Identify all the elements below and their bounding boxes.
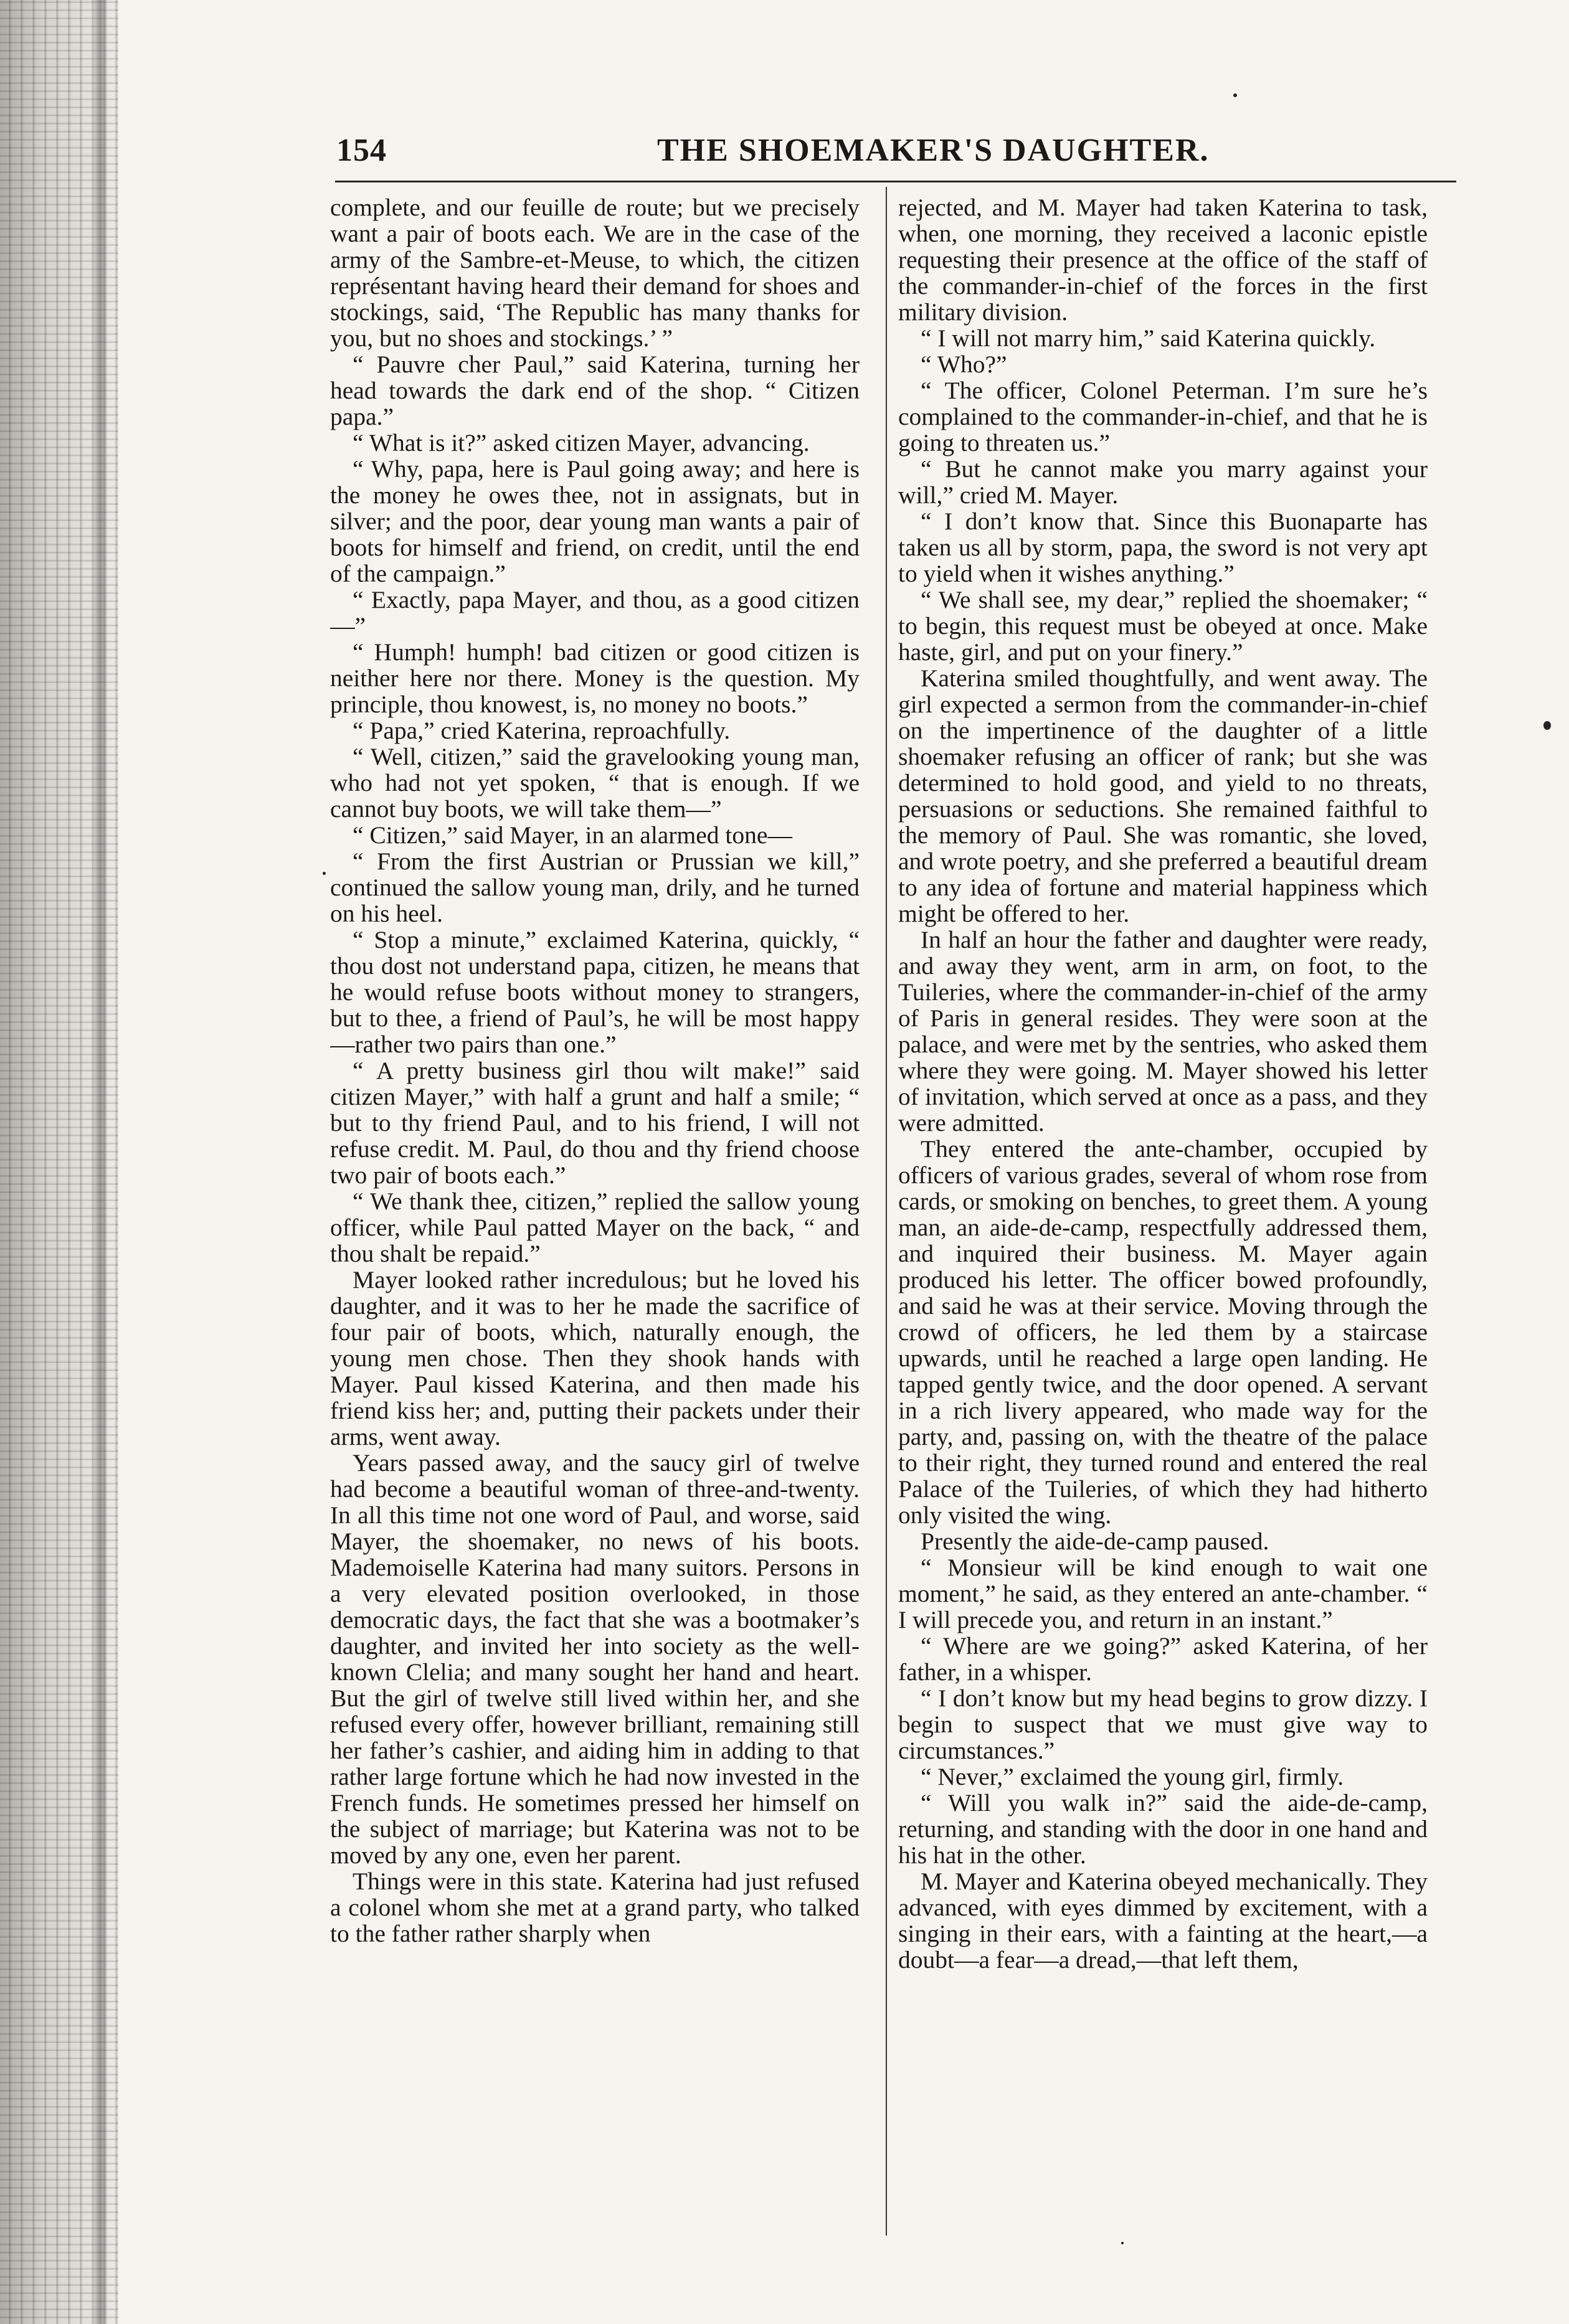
scan-speck — [1543, 721, 1551, 730]
paragraph: “ Papa,” cried Katerina, reproachfully. — [353, 717, 731, 744]
scan-speck — [1233, 93, 1237, 97]
paragraph: “ I don’t know but my head begins to grow dizzy. I begin to suspect that we must give way to circumstances.” — [898, 1684, 1428, 1764]
left-text-column — [330, 194, 860, 2224]
paragraph: Mayer looked rather incredulous; but he loved his daughter, and it was to her he made the sacrifice of four pair of boots, which, naturally enough, the young men chose. Then they shook hands with Mayer. Paul kissed Katerina, and then made his friend kiss her; and, putting their packets under their arms, went away. — [330, 1266, 860, 1450]
right-text-column — [898, 194, 1428, 2224]
page-number: 154 — [336, 133, 387, 168]
paragraph: Things were in this state. Katerina had just refused a colonel whom she met at a grand party, who talked to the father rather sharply when — [330, 1868, 860, 1947]
paragraph: M. Mayer and Katerina obeyed mechanically. They advanced, with eyes dimmed by excitement, with a singing in their ears, with a fainting at the heart,—a doubt—a fear—a dread,—that left them, — [898, 1868, 1428, 1973]
paragraph: “ Who?” — [921, 351, 1007, 378]
paragraph: Years passed away, and the saucy girl of twelve had become a beautiful woman of three-and-twenty. In all this time not one word of Paul, and worse, said Mayer, the shoemaker, no news of his boots. Mademoiselle Katerina had many suitors. Persons in a very elevated position overlooked, in those democratic days, the fact that she was a bootmaker’s daughter, and invited her into society as the well-known Clelia; and many sought her hand and heart. But the girl of twelve still lived within her, and she refused every offer, however brilliant, remaining still her father’s cashier, and aiding him in adding to that rather large fortune which he had now invested in the French funds. He sometimes pressed her himself on the subject of marriage; but Katerina was not to be moved by any one, even her parent. — [330, 1449, 860, 1869]
paragraph: They entered the ante-chamber, occupied by officers of various grades, several of whom rose from cards, or smoking on benches, to greet them. A young man, an aide-de-camp, respectfully addressed them, and inquired their business. M. Mayer again produced his letter. The officer bowed profoundly, and said he was at their service. Moving through the crowd of officers, he led them by a staircase upwards, until he reached a large open landing. He tapped gently twice, and the door opened. A servant in a rich livery appeared, who made way for the party, and, passing on, with the theatre of the palace to their right, they turned round and entered the real Palace of the Tuileries, of which they had hitherto only visited the wing. — [898, 1135, 1428, 1529]
paragraph: “ Monsieur will be kind enough to wait one moment,” he said, as they entered an ante-chamber. “ I will precede you, and return in an instant.” — [898, 1554, 1428, 1633]
page-header — [336, 132, 1458, 176]
paragraph: “ Pauvre cher Paul,” said Katerina, turning her head towards the dark end of the shop. “ Citizen papa.” — [330, 351, 860, 430]
paragraph: “ I will not marry him,” said Katerina quickly. — [921, 324, 1376, 352]
paragraph: “ I don’t know that. Since this Buonaparte has taken us all by storm, papa, the sword is not very apt to yield when it wishes anything.” — [898, 508, 1428, 587]
paragraph: In half an hour the father and daughter were ready, and away they went, arm in arm, on foot, to the Tuileries, where the commander-in-chief of the army of Paris in general resides. They were soon at the palace, and were met by the sentries, who asked them where they were going. M. Mayer showed his letter of invitation, which served at once as a pass, and they were admitted. — [898, 926, 1428, 1136]
paragraph: “ We shall see, my dear,” replied the shoemaker; “ to begin, this request must be obeyed at once. Make haste, girl, and put on your finery.” — [898, 586, 1428, 666]
paragraph: “ Exactly, papa Mayer, and thou, as a good citizen—” — [330, 586, 860, 640]
paragraph: Presently the aide-de-camp paused. — [921, 1528, 1269, 1555]
paragraph: “ Stop a minute,” exclaimed Katerina, quickly, “ thou dost not understand papa, citizen, he means that he would refuse boots without money to strangers, but to thee, a friend of Paul’s, he will be most happy—rather two pairs than one.” — [330, 926, 860, 1058]
running-title: THE SHOEMAKER'S DAUGHTER. — [657, 133, 1210, 168]
header-rule — [335, 181, 1456, 182]
paragraph: “ Humph! humph! bad citizen or good citizen is neither here nor there. Money is the question. My principle, thou knowest, is, no money no boots.” — [330, 638, 860, 718]
paragraph: rejected, and M. Mayer had taken Katerina to task, when, one morning, they received a laconic epistle requesting their presence at the office of the staff of the commander-in-chief of the forces in the first military division. — [898, 194, 1428, 326]
paragraph: “ From the first Austrian or Prussian we kill,” continued the sallow young man, drily, and he turned on his heel. — [330, 848, 860, 927]
scan-speck — [1121, 2242, 1124, 2244]
paragraph: “ Citizen,” said Mayer, in an alarmed tone— — [353, 821, 792, 849]
paragraph: complete, and our feuille de route; but we precisely want a pair of boots each. We are in the case of the army of the Sambre-et-Meuse, to which, the citizen représentant having heard their demand for shoes and stockings, said, ‘The Republic has many thanks for you, but no shoes and stockings.’ ” — [330, 194, 860, 352]
binding-shadow — [93, 0, 107, 2324]
paragraph: “ What is it?” asked citizen Mayer, advancing. — [353, 429, 810, 456]
paragraph: “ A pretty business girl thou wilt make!” said citizen Mayer,” with half a grunt and half a smile; “ but to thy friend Paul, and to his friend, I will not refuse credit. M. Paul, do thou and thy friend choose two pair of boots each.” — [330, 1057, 860, 1189]
paragraph: “ We thank thee, citizen,” replied the sallow young officer, while Paul patted Mayer on the back, “ and thou shalt be repaid.” — [330, 1188, 860, 1267]
paragraph: “ But he cannot make you marry against your will,” cried M. Mayer. — [898, 455, 1428, 509]
paragraph: “ Well, citizen,” said the gravelooking young man, who had not yet spoken, “ that is enough. If we cannot buy boots, we will take them—” — [330, 743, 860, 823]
paragraph: “ The officer, Colonel Peterman. I’m sure he’s complained to the commander-in-chief, and that he is going to threaten us.” — [898, 377, 1428, 456]
paragraph: Katerina smiled thoughtfully, and went away. The girl expected a sermon from the commander-in-chief on the impertinence of the daughter of a little shoemaker refusing an officer of rank; but she was determined to hold good, and yield to no threats, persuasions or seductions. She remained faithful to the memory of Paul. She was romantic, she loved, and wrote poetry, and she preferred a beautiful dream to any idea of fortune and material happiness which might be offered to her. — [898, 664, 1428, 927]
paragraph: “ Where are we going?” asked Katerina, of her father, in a whisper. — [898, 1632, 1428, 1686]
column-divider — [886, 187, 887, 2236]
paragraph: “ Never,” exclaimed the young girl, firmly. — [921, 1763, 1344, 1790]
paragraph: “ Why, papa, here is Paul going away; and here is the money he owes thee, not in assignats, but in silver; and the poor, dear young man wants a pair of boots for himself and friend, on credit, until the end of the campaign.” — [330, 455, 860, 587]
paragraph: “ Will you walk in?” said the aide-de-camp, returning, and standing with the door in one hand and his hat in the other. — [898, 1789, 1428, 1869]
scan-speck — [323, 872, 326, 875]
